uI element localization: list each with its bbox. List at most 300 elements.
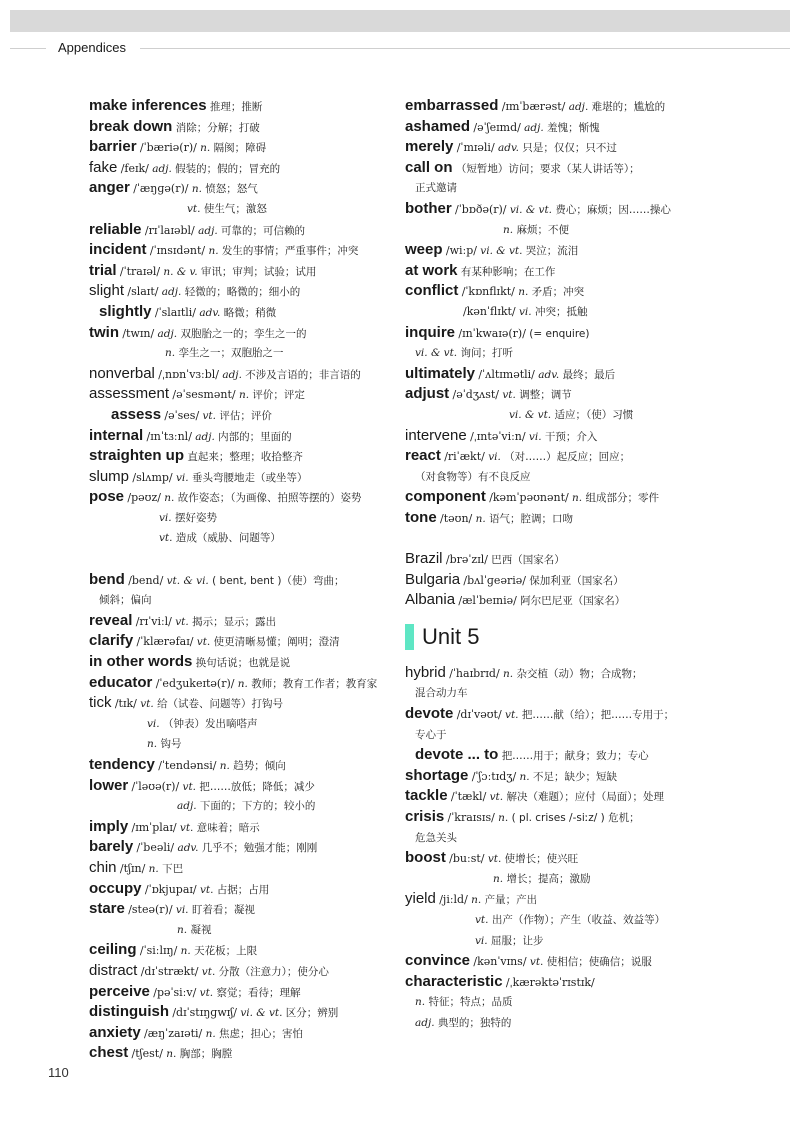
entry-continuation bbox=[89, 734, 389, 755]
definition: 几乎不；勉强才能；刚刚 bbox=[201, 842, 318, 855]
headword: barely bbox=[89, 838, 134, 856]
part-of-speech: n. bbox=[519, 770, 530, 783]
part-of-speech: n. bbox=[200, 142, 211, 155]
glossary-entry bbox=[89, 673, 389, 694]
headword: slightly bbox=[99, 302, 152, 320]
definition: 使生气；激怒 bbox=[203, 202, 267, 215]
headword: chin bbox=[89, 858, 117, 876]
part-of-speech: n. bbox=[165, 347, 176, 360]
definition: 难堪的；尴尬的 bbox=[591, 101, 666, 113]
phonetic: /əˈses/ bbox=[164, 408, 200, 422]
part-of-speech: adj. bbox=[161, 286, 182, 299]
glossary-entry bbox=[89, 817, 389, 838]
definition: 产量；产出 bbox=[484, 894, 538, 907]
phonetic: /ˈləʊə(r)/ bbox=[131, 779, 180, 793]
entry-continuation bbox=[405, 405, 715, 426]
part-of-speech: vi. bbox=[488, 451, 501, 464]
definition: 占据；占用 bbox=[216, 883, 270, 896]
headword: anger bbox=[89, 179, 130, 197]
part-of-speech: vi. bbox=[175, 471, 189, 484]
part-of-speech: vi. & vt. bbox=[480, 245, 523, 258]
section-gap bbox=[89, 549, 389, 570]
definition: 干预；介入 bbox=[544, 430, 598, 443]
glossary-entry bbox=[89, 405, 389, 426]
part-of-speech: n. bbox=[518, 286, 529, 299]
headword: trial bbox=[89, 261, 117, 279]
header-rule-left bbox=[10, 48, 46, 49]
entry-continuation bbox=[89, 714, 389, 735]
headword: clarify bbox=[89, 632, 134, 650]
phonetic: /ˌɪntəˈviːn/ bbox=[470, 429, 526, 443]
headword: ashamed bbox=[405, 117, 471, 135]
glossary-entry bbox=[89, 158, 389, 179]
part-of-speech: n. bbox=[219, 760, 230, 772]
phonetic: /ˈtraɪəl/ bbox=[119, 264, 161, 278]
phonetic: /slʌmp/ bbox=[132, 470, 173, 484]
headword: hybrid bbox=[405, 663, 446, 681]
entry-continuation bbox=[405, 683, 715, 704]
phonetic: /ˌkærəktəˈrɪstɪk/ bbox=[505, 975, 595, 989]
glossary-entry bbox=[89, 261, 389, 282]
phonetic: /əˈʃeɪmd/ bbox=[473, 120, 521, 134]
definition: 胸部；胸膛 bbox=[179, 1048, 233, 1061]
definition: 下面的；下方的；较小的 bbox=[199, 800, 316, 813]
phonetic: /rɪˈviːl/ bbox=[135, 614, 172, 628]
definition: 发生的事情；严重事件；冲突 bbox=[221, 245, 359, 258]
definition: 使增长；使兴旺 bbox=[504, 853, 579, 866]
definition: 专心于 bbox=[415, 728, 447, 741]
headword: break down bbox=[89, 117, 173, 135]
phonetic: /bend/ bbox=[128, 573, 164, 587]
headword: stare bbox=[89, 900, 125, 918]
part-of-speech: n. bbox=[572, 492, 583, 505]
phonetic: /ˈedʒukeɪtə(r)/ bbox=[155, 676, 235, 690]
definition: 使更清晰易懂；阐明；澄清 bbox=[213, 636, 340, 649]
headword: straighten up bbox=[89, 447, 185, 465]
glossary-entry bbox=[89, 117, 389, 138]
glossary-entry bbox=[89, 446, 389, 467]
glossary-entry bbox=[89, 652, 389, 673]
glossary-entry bbox=[405, 570, 715, 591]
entry-continuation bbox=[405, 931, 715, 952]
definition: 孪生之一；双胞胎之一 bbox=[178, 347, 284, 360]
phonetic: /twɪn/ bbox=[122, 326, 155, 340]
part-of-speech: adj. bbox=[177, 800, 197, 813]
part-of-speech: n. bbox=[166, 1048, 177, 1061]
headword: Albania bbox=[405, 591, 456, 609]
part-of-speech: vt. & vi. bbox=[166, 574, 209, 587]
phonetic: /ˈtendənsi/ bbox=[158, 759, 217, 772]
definition: 察觉；看待；理解 bbox=[216, 986, 301, 999]
definition: 有某种影响；在工作 bbox=[460, 265, 556, 278]
definition: 分散（注意力）；使分心 bbox=[218, 965, 329, 978]
glossary-entry bbox=[89, 178, 389, 199]
definition: 换句话说；也就是说 bbox=[195, 657, 291, 670]
phonetic: /kənˈflɪkt/ bbox=[463, 304, 516, 318]
phonetic: /dɪˈstɪŋɡwɪʃ/ bbox=[172, 1006, 237, 1020]
glossary-entry bbox=[89, 1043, 389, 1064]
headword: weep bbox=[405, 241, 443, 259]
part-of-speech: adv. bbox=[199, 306, 221, 319]
glossary-entry bbox=[405, 323, 715, 344]
part-of-speech: vt. bbox=[175, 615, 189, 628]
definition: 双胞胎之一的；孪生之一的 bbox=[180, 327, 307, 340]
part-of-speech: vt. bbox=[489, 791, 504, 804]
headword: fake bbox=[89, 158, 118, 176]
entry-continuation bbox=[405, 467, 715, 488]
glossary-entry bbox=[89, 323, 389, 344]
phonetic: /brəˈzɪl/ bbox=[445, 553, 488, 567]
part-of-speech: adj. bbox=[415, 1016, 435, 1029]
part-of-speech: vt. bbox=[529, 956, 544, 969]
headword: tackle bbox=[405, 787, 448, 805]
unit-heading bbox=[405, 615, 715, 659]
definition: 天花板；上限 bbox=[194, 945, 258, 958]
glossary-entry bbox=[89, 302, 389, 323]
phonetic: /ælˈbeɪniə/ bbox=[458, 594, 517, 608]
definition: 适应；（使）习惯 bbox=[554, 408, 634, 421]
part-of-speech: vt. bbox=[196, 636, 211, 649]
glossary-entry bbox=[405, 508, 715, 529]
headword: perceive bbox=[89, 982, 150, 1000]
definition: ( bent, bent )（使）弯曲； bbox=[212, 574, 345, 587]
phonetic: /ˈslaɪtli/ bbox=[154, 305, 196, 319]
glossary-entry bbox=[405, 848, 715, 869]
glossary-entry bbox=[89, 899, 389, 920]
headword: internal bbox=[89, 426, 144, 444]
part-of-speech: adv. bbox=[538, 368, 560, 381]
glossary-entry bbox=[405, 384, 715, 405]
unit-marker-bar bbox=[405, 624, 414, 650]
glossary-entry bbox=[89, 467, 389, 488]
headword: assessment bbox=[89, 385, 170, 403]
phonetic: /ˈbæriə(r)/ bbox=[139, 141, 197, 155]
phonetic: /bʌlˈɡeəriə/ bbox=[463, 573, 526, 587]
headword: devote ... to bbox=[415, 746, 499, 764]
headword: yield bbox=[405, 890, 436, 908]
definition: （对食物等）有不良反应 bbox=[415, 470, 531, 483]
glossary-entry bbox=[405, 281, 715, 302]
definition: 故作姿态；（为画像、拍照等摆的）姿势 bbox=[177, 492, 362, 505]
definition: 正式邀请 bbox=[415, 182, 457, 195]
glossary-column-right bbox=[405, 96, 715, 1034]
definition: 把……献（给）；把……专用于； bbox=[521, 709, 675, 722]
phonetic: /kəmˈpəʊnənt/ bbox=[489, 491, 569, 505]
definition: 麻烦；不便 bbox=[516, 223, 569, 236]
definition: 冲突；抵触 bbox=[534, 305, 588, 318]
phonetic: /ˈhaɪbrɪd/ bbox=[449, 666, 500, 680]
definition: 教师；教育工作者；教育家 bbox=[251, 677, 378, 690]
definition: 杂交植（动）物；合成物； bbox=[516, 667, 643, 680]
part-of-speech: adj. bbox=[568, 101, 589, 113]
headword: chest bbox=[89, 1044, 129, 1062]
phonetic: /buːst/ bbox=[449, 852, 485, 866]
definition: 最终；最后 bbox=[562, 368, 616, 381]
headword: reliable bbox=[89, 220, 142, 238]
glossary-entry bbox=[89, 611, 389, 632]
part-of-speech: vt. bbox=[199, 986, 214, 999]
headword: crisis bbox=[405, 808, 445, 825]
headword: ceiling bbox=[89, 941, 137, 959]
part-of-speech: adj. bbox=[152, 162, 172, 175]
section-gap bbox=[405, 528, 715, 549]
entry-continuation bbox=[405, 910, 715, 931]
glossary-entry bbox=[405, 766, 715, 787]
definition: 语气；腔调；口吻 bbox=[489, 512, 574, 525]
part-of-speech: n. bbox=[191, 183, 202, 196]
definition: 凝视 bbox=[190, 923, 212, 936]
part-of-speech: vi. & vt. bbox=[240, 1007, 283, 1020]
definition: 羞愧；惭愧 bbox=[547, 121, 600, 134]
glossary-entry bbox=[405, 786, 715, 807]
headword: component bbox=[405, 488, 486, 506]
headword: boost bbox=[405, 849, 446, 867]
top-gray-bar bbox=[10, 10, 790, 32]
glossary-entry bbox=[405, 745, 715, 766]
definition: 特征；特点；品质 bbox=[428, 996, 513, 1009]
part-of-speech: adj. bbox=[195, 430, 215, 443]
phonetic: /æŋˈzaɪəti/ bbox=[144, 1026, 203, 1040]
definition: 巴西（国家名） bbox=[491, 554, 565, 567]
headword: merely bbox=[405, 138, 454, 156]
headword: inquire bbox=[405, 323, 456, 341]
part-of-speech: n. bbox=[237, 677, 248, 690]
definition: 增长；提高；激励 bbox=[506, 872, 591, 885]
definition: 不涉及言语的；非言语的 bbox=[245, 368, 361, 381]
part-of-speech: adj. bbox=[157, 327, 178, 340]
part-of-speech: vt. bbox=[140, 698, 154, 711]
headword: reveal bbox=[89, 611, 133, 629]
glossary-entry bbox=[405, 117, 715, 138]
headword: barrier bbox=[89, 138, 137, 156]
phonetic: /ˈsiːlɪŋ/ bbox=[139, 944, 178, 958]
headword: occupy bbox=[89, 879, 142, 897]
phonetic: /wiːp/ bbox=[445, 244, 477, 258]
part-of-speech: n. bbox=[238, 389, 250, 402]
glossary-entry bbox=[405, 889, 715, 910]
headword: react bbox=[405, 447, 441, 465]
phonetic: /ɪnˈkwaɪə(r)/ bbox=[458, 326, 526, 340]
phonetic: /əˈsesmənt/ bbox=[172, 388, 236, 402]
part-of-speech: n. bbox=[415, 996, 426, 1009]
definition: 给（试卷、问题等）打钩号 bbox=[157, 698, 284, 711]
definition: 直起来；整理；收拾整齐 bbox=[187, 451, 303, 464]
part-of-speech: vt. bbox=[182, 780, 197, 793]
glossary-entry bbox=[405, 972, 715, 993]
definition: 焦虑；担心；害怕 bbox=[219, 1027, 304, 1040]
part-of-speech: n. & v. bbox=[163, 265, 198, 278]
glossary-entry bbox=[89, 384, 389, 405]
glossary-entry bbox=[89, 487, 389, 508]
part-of-speech: n. bbox=[503, 223, 514, 236]
definition: 阿尔巴尼亚（国家名） bbox=[520, 595, 626, 608]
glossary-entry bbox=[405, 590, 715, 611]
definition: 盯着看；凝视 bbox=[191, 904, 255, 917]
definition: 危急关头 bbox=[415, 831, 457, 844]
headword: distract bbox=[89, 961, 138, 979]
part-of-speech: adj. bbox=[198, 224, 218, 237]
definition: 混合动力车 bbox=[415, 687, 468, 700]
glossary-entry bbox=[89, 137, 389, 158]
part-of-speech: vt. bbox=[199, 883, 214, 896]
glossary-entry bbox=[89, 220, 389, 241]
glossary-entry bbox=[405, 807, 715, 828]
phonetic: /ˈkɒnflɪkt/ bbox=[461, 285, 515, 299]
headword: assess bbox=[111, 405, 162, 423]
headword: call on bbox=[405, 158, 453, 176]
glossary-entry bbox=[405, 137, 715, 158]
part-of-speech: n. bbox=[475, 512, 486, 525]
glossary-entry bbox=[89, 96, 389, 117]
part-of-speech: n. bbox=[471, 894, 482, 907]
page-number: 110 bbox=[48, 1065, 69, 1080]
part-of-speech: vi. bbox=[475, 934, 488, 947]
part-of-speech: n. bbox=[148, 862, 159, 875]
phonetic: /ˈmɪəli/ bbox=[456, 141, 495, 155]
entry-continuation bbox=[405, 992, 715, 1013]
headword: embarrassed bbox=[405, 97, 499, 114]
phonetic: /rɪˈlaɪəbl/ bbox=[144, 223, 195, 237]
part-of-speech: vt. bbox=[159, 532, 173, 545]
definition: 组成部分；零件 bbox=[585, 492, 659, 505]
part-of-speech: vi. bbox=[528, 430, 542, 443]
glossary-entry bbox=[89, 858, 389, 879]
definition: 趋势；倾向 bbox=[233, 760, 286, 772]
phonetic: /ˌnɒnˈvɜːbl/ bbox=[158, 367, 219, 381]
phonetic: /dɪˈstrækt/ bbox=[140, 964, 199, 978]
part-of-speech: n. bbox=[208, 245, 219, 258]
part-of-speech: n. bbox=[180, 945, 191, 958]
definition: 区分；辨别 bbox=[285, 1007, 339, 1020]
phonetic: /ɪmˈplaɪ/ bbox=[131, 820, 177, 834]
glossary-entry bbox=[405, 261, 715, 282]
phonetic: /ˈbɒðə(r)/ bbox=[455, 202, 507, 216]
definition: 隔阂；障碍 bbox=[213, 142, 267, 155]
part-of-speech: n. bbox=[503, 667, 514, 680]
glossary-entry bbox=[89, 837, 389, 858]
phonetic: /ˈʌltɪmətli/ bbox=[478, 367, 535, 381]
headword: conflict bbox=[405, 282, 459, 300]
part-of-speech: vt. bbox=[505, 709, 519, 722]
definition: ( pl. crises /-siːz/ ) 危机； bbox=[511, 812, 640, 824]
part-of-speech: vt. bbox=[179, 821, 194, 834]
headword: tone bbox=[405, 508, 437, 526]
definition: 把……放低；降低；减少 bbox=[199, 780, 315, 793]
phonetic: /pəˈsiːv/ bbox=[153, 985, 197, 999]
part-of-speech: n. bbox=[177, 923, 188, 936]
headword: Brazil bbox=[405, 550, 443, 568]
entry-continuation bbox=[405, 343, 715, 364]
part-of-speech: vt. bbox=[475, 913, 489, 926]
header-rule-right bbox=[140, 48, 790, 49]
headword: intervene bbox=[405, 426, 467, 444]
part-of-speech: vi. & vt. bbox=[509, 203, 552, 216]
entry-continuation bbox=[89, 920, 389, 941]
phonetic: /ˈbeəli/ bbox=[136, 841, 175, 855]
headword: bother bbox=[405, 199, 452, 217]
glossary-entry bbox=[89, 1002, 389, 1023]
part-of-speech: vt. bbox=[502, 389, 516, 402]
phonetic: /ɪnˈtɜːnl/ bbox=[146, 429, 192, 443]
glossary-entry bbox=[405, 549, 715, 570]
definition: 垂头弯腰地走（或坐等） bbox=[191, 471, 308, 484]
glossary-entry bbox=[89, 940, 389, 961]
glossary-entry bbox=[89, 755, 389, 776]
entry-continuation bbox=[89, 796, 389, 817]
glossary-column-left bbox=[89, 96, 389, 1064]
part-of-speech: vi. & vt. bbox=[415, 347, 458, 360]
entry-continuation bbox=[405, 725, 715, 746]
phonetic: /ˈkraɪsɪs/ bbox=[447, 811, 495, 824]
headword: nonverbal bbox=[89, 364, 155, 382]
phonetic: /pəʊz/ bbox=[127, 491, 161, 505]
phonetic: /əˈdʒʌst/ bbox=[452, 388, 500, 402]
definition: 略微；稍微 bbox=[223, 306, 277, 319]
glossary-entry bbox=[405, 663, 715, 684]
definition: 屈服；让步 bbox=[490, 934, 544, 947]
phonetic: /ˈʃɔːtɪdʒ/ bbox=[471, 769, 517, 783]
definition: 钩号 bbox=[160, 738, 182, 751]
part-of-speech: n. bbox=[147, 738, 158, 751]
definition: 揭示；显示；露出 bbox=[192, 615, 277, 628]
definition: (= enquire) bbox=[529, 327, 590, 340]
part-of-speech: vi. bbox=[518, 305, 532, 318]
running-header bbox=[0, 40, 800, 58]
definition: 出产（作物）；产生（收益、效益等） bbox=[491, 913, 666, 926]
definition: （对……）起反应；回应； bbox=[504, 451, 631, 464]
entry-continuation bbox=[89, 199, 389, 220]
glossary-entry bbox=[89, 693, 389, 714]
definition: 愤怒；怒气 bbox=[205, 183, 258, 196]
part-of-speech: vi. & vt. bbox=[509, 408, 552, 421]
glossary-entry bbox=[89, 961, 389, 982]
headword: make inferences bbox=[89, 97, 207, 114]
definition: 推理；推断 bbox=[209, 101, 263, 113]
part-of-speech: adv. bbox=[498, 142, 520, 155]
headword: bend bbox=[89, 570, 125, 588]
entry-continuation bbox=[405, 828, 715, 849]
headword: at work bbox=[405, 261, 458, 279]
phonetic: /ˈɒkjupaɪ/ bbox=[144, 882, 197, 896]
unit-title: Unit 5 bbox=[422, 623, 480, 649]
definition: 解决（难题）；应付（局面）；处理 bbox=[506, 791, 664, 804]
definition: 造成（威胁、问题等） bbox=[175, 532, 281, 545]
definition: 询问；打听 bbox=[460, 347, 513, 360]
glossary-entry bbox=[89, 426, 389, 447]
entry-continuation bbox=[89, 590, 389, 611]
definition: （短暂地）访问；要求（某人讲话等）； bbox=[455, 162, 640, 175]
glossary-entry bbox=[405, 426, 715, 447]
entry-continuation bbox=[89, 343, 389, 364]
definition: 内部的；里面的 bbox=[218, 430, 292, 443]
headword: shortage bbox=[405, 766, 469, 784]
definition: 审讯；审判；试验；试用 bbox=[200, 265, 317, 278]
definition: 假装的；假的；冒充的 bbox=[175, 162, 281, 175]
part-of-speech: adj. bbox=[524, 121, 544, 134]
phonetic: /təʊn/ bbox=[440, 511, 473, 525]
part-of-speech: adj. bbox=[222, 368, 242, 381]
part-of-speech: vt. bbox=[187, 202, 201, 215]
part-of-speech: n. bbox=[498, 812, 509, 824]
definition: （钟表）发出嘀嗒声 bbox=[162, 717, 258, 730]
entry-continuation bbox=[405, 1013, 715, 1034]
entry-continuation bbox=[405, 302, 715, 323]
phonetic: /ˈæŋɡə(r)/ bbox=[133, 182, 189, 196]
glossary-entry bbox=[405, 199, 715, 220]
part-of-speech: vi. bbox=[175, 904, 189, 917]
headword: tick bbox=[89, 694, 112, 712]
definition: 调整；调节 bbox=[519, 389, 572, 402]
